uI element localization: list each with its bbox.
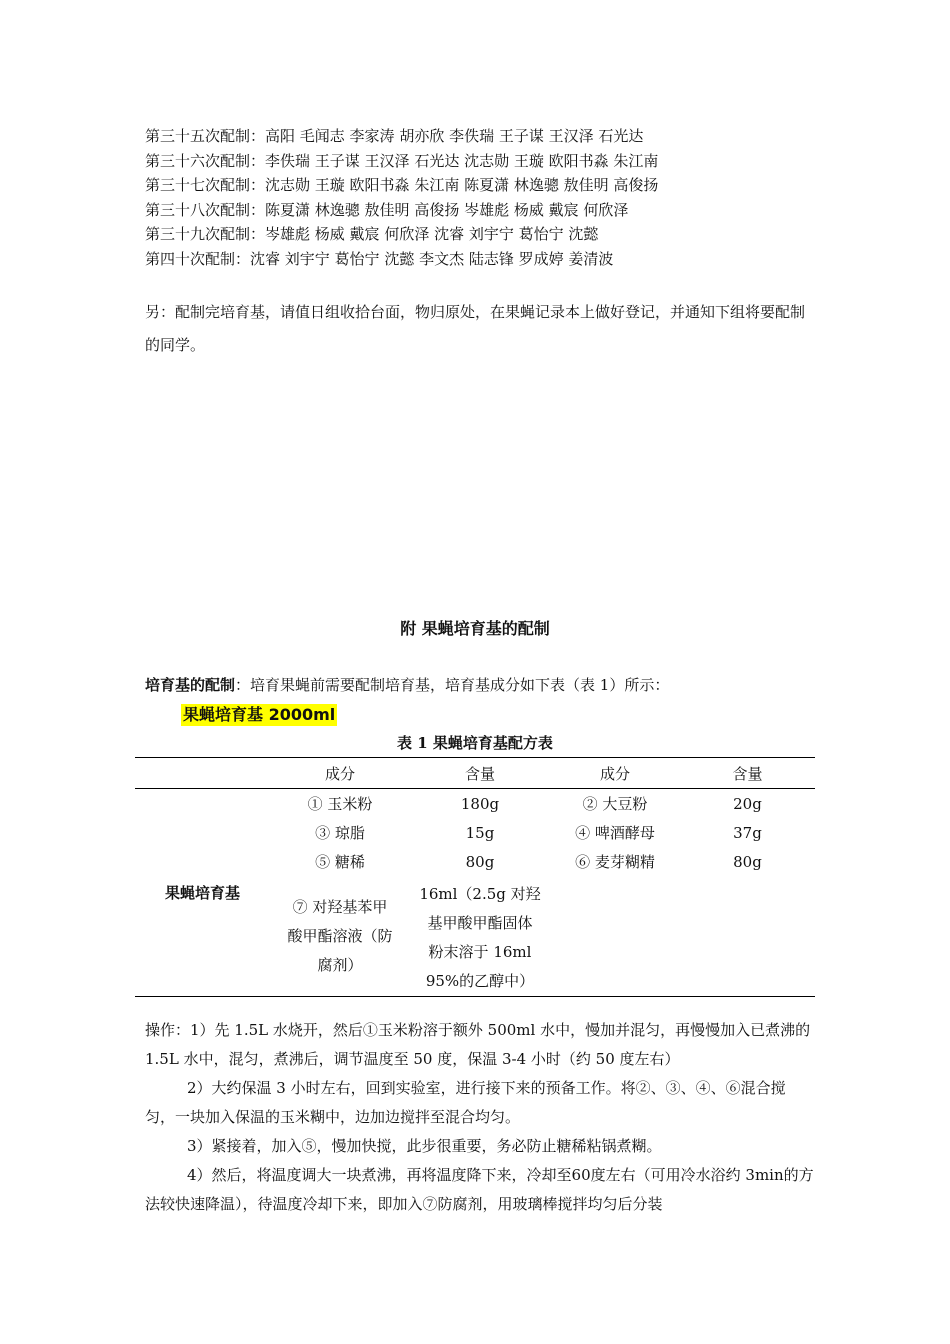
schedule-names: 高阳 毛闻志 李家涛 胡亦欣 李佚瑞 王子谋 王汉泽 石光达 [265,127,644,145]
highlighted-heading: 果蝇培育基 2000ml [183,705,336,724]
schedule-list [145,124,658,271]
table-cell-empty [550,876,680,997]
table-header: 含量 [680,758,815,789]
schedule-line [145,247,658,272]
table-header: 成分 [550,758,680,789]
table-cell: ⑥ 麦芽糊精 [575,853,655,871]
table-cell: 20g [733,794,762,813]
table-cell: ② 大豆粉 [582,795,648,813]
table-cell: ⑤ 糖稀 [315,853,365,871]
table-cell-empty [680,876,815,997]
schedule-line [145,222,658,247]
schedule-label: 第三十九次配制： [145,225,266,243]
schedule-line [145,149,658,174]
operation-step: 4）然后，将温度调大一块煮沸，再将温度降下来，冷却至60度左右（可用冷水浴约 3min的方法较快速降温），待温度冷却下来，即加入⑦防腐剂，用玻璃棒搅拌均匀后分装 [145,1166,814,1213]
schedule-label: 第三十五次配制： [145,127,266,145]
schedule-names: 陈夏潇 林逸骢 敖佳明 高俊扬 岑雄彪 杨威 戴宸 何欣泽 [265,200,629,219]
cell-line: 95%的乙醇中） [425,972,535,990]
schedule-names: 沈睿 刘宇宁 葛怡宁 沈懿 李文杰 陆志锋 罗成婷 姜清波 [250,249,614,268]
cell-line: 粉末溶于 16ml [428,943,532,961]
cleanup-note: 另：配制完培育基，请值日组收拾台面，物归原处，在果蝇记录本上做好登记，并通知下组将要配制的同学。 [145,303,806,354]
preservative-amount-cell [410,876,550,997]
prep-text: ：培育果蝇前需要配制培育基，培育基成分如下表（表 1）所示： [235,676,670,694]
table-header: 成分 [270,758,410,789]
schedule-line [145,173,658,198]
preservative-cell [270,876,410,997]
prep-label: 培育基的配制 [145,676,236,694]
table-cell: ③ 琼脂 [315,824,365,842]
operation-step: 2）大约保温 3 小时左右，回到实验室，进行接下来的预备工作。将②、③、④、⑥混合搅匀，一块加入保温的玉米糊中，边加边搅拌至混合均匀。 [145,1079,786,1126]
cell-line: 酸甲酯溶液（防 [287,926,393,945]
operation-step: 3）紧接着，加入⑤，慢加快搅，此步很重要，务必防止糖稀粘锅煮糊。 [187,1137,662,1155]
schedule-names: 沈志勋 王璇 欧阳书淼 朱江南 陈夏潇 林逸骢 敖佳明 高俊扬 [265,176,659,194]
cell-line: 腐剂） [317,955,363,974]
table-header-row [135,758,815,789]
cell-line: 16ml（2.5g 对羟 [419,885,541,903]
row-label: 果蝇培育基 [164,884,240,902]
operation-step: 操作：1）先 1.5L 水烧开，然后①玉米粉溶于额外 500ml 水中，慢加并混匀，再慢慢加入已煮沸的 1.5L 水中，混匀，煮沸后，调节温度至 50 度，保温 3-4 小时（约 50 度左右） [145,1021,811,1068]
schedule-label: 第四十次配制： [145,249,251,268]
schedule-line [145,198,658,223]
cell-line: 基甲酸甲酯固体 [427,914,533,932]
schedule-names: 李佚瑞 王子谋 王汉泽 石光达 沈志勋 王璇 欧阳书淼 朱江南 [265,151,659,170]
cell-line: ⑦ 对羟基苯甲 [292,897,388,916]
table-cell: 37g [733,823,762,842]
table-cell: 15g [465,823,495,842]
operations-section [145,1016,815,1219]
schedule-label: 第三十六次配制： [145,151,266,170]
prep-paragraph [145,674,669,695]
table-row [135,789,815,819]
table-cell: ④ 啤酒酵母 [575,824,655,842]
table-caption: 表 1 果蝇培育基配方表 [397,734,553,752]
table-header-empty [135,758,270,789]
schedule-names: 岑雄彪 杨威 戴宸 何欣泽 沈睿 刘宇宁 葛怡宁 沈懿 [265,225,599,243]
schedule-label: 第三十八次配制： [145,200,266,219]
table-header: 含量 [410,758,550,789]
schedule-line [145,124,658,149]
table-cell: 80g [733,852,762,871]
table-cell: 80g [465,852,495,871]
table-cell: 180g [460,794,500,813]
recipe-table [135,757,815,997]
schedule-label: 第三十七次配制： [145,176,266,194]
table-cell: ① 玉米粉 [307,795,373,813]
appendix-title: 附 果蝇培育基的配制 [400,619,550,638]
